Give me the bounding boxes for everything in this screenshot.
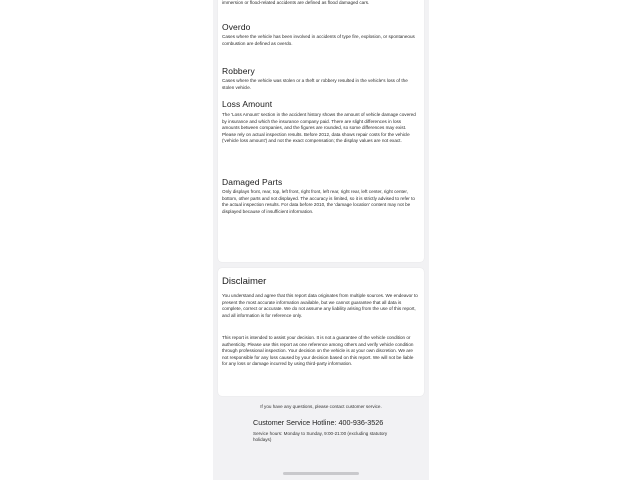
disclaimer-title: Disclaimer [222,276,267,287]
section-body-loss-amount: The 'Loss Amount' section in the accident history shows the amount of vehicle damage covered by insurance and which the insurance company paid. There are slight differences in loss amounts between companies, and the figures are rounded, so some differences may exist. Please rely on actual inspection results. Before 2012, data shows repair costs for the vehicle ('vehicle loss amount') and not the exact compensation; the display values are not exact. [222,112,416,144]
disclaimer-paragraph-2: This report is intended to assist your decision. It is not a guarantee of the vehicle condition or authenticity. Please use this report as one reference among others and verify vehicle condition through professional inspection. Your decision on the vehicle is at your own discretion. We are not responsible for any loss caused by your decision based on this report. We will not be liable for any loss or damage incurred by using third-party information. [222,335,414,367]
report-viewport[interactable] [213,0,429,480]
section-body-robbery: Cases where the vehicle was stolen or a theft or robbery resulted in the vehicle's loss of the stolen vehicle. [222,78,408,90]
service-hours: Service hours: Monday to Sunday, 9:00-21:00 (excluding statutory holidays) [253,431,388,442]
section-body-damaged-parts: Only displays front, rear, top, left front, right front, left rear, right rear, left center, right center, bottom, other parts and not displayed. The accuracy is limited, so it is strictly advised to refer to the actual inspection results. For data before 2010, the 'damage location' content may not be displayed because of insufficient information. [222,189,415,214]
disclaimer-paragraph-1: You understand and agree that this report data originates from multiple sources. We endeavor to present the most accurate information available, but we cannot guarantee that all data is complete, correct or accurate. We do not assume any liability arising from the use of this report, and all information is for reference only. [222,293,418,318]
section-title-overdo: Overdo [222,22,251,32]
customer-service-hotline[interactable]: Customer Service Hotline: 400-936-3526 [253,418,384,427]
footer-note: If you have any questions, please contact customer service. [260,404,382,409]
section-title-damaged-parts: Damaged Parts [222,177,283,187]
section-title-robbery: Robbery [222,66,255,76]
section-title-loss-amount: Loss Amount [222,99,273,109]
intro-fragment: immersion or flood-related accidents are defined as flood damaged cars. [222,0,370,5]
section-body-overdo: Cases where the vehicle has been involved in accidents of type fire, explosion, or spontaneous combustion are defined as overdo. [222,34,415,46]
disclaimer-card [218,268,424,396]
home-indicator[interactable] [283,472,359,475]
